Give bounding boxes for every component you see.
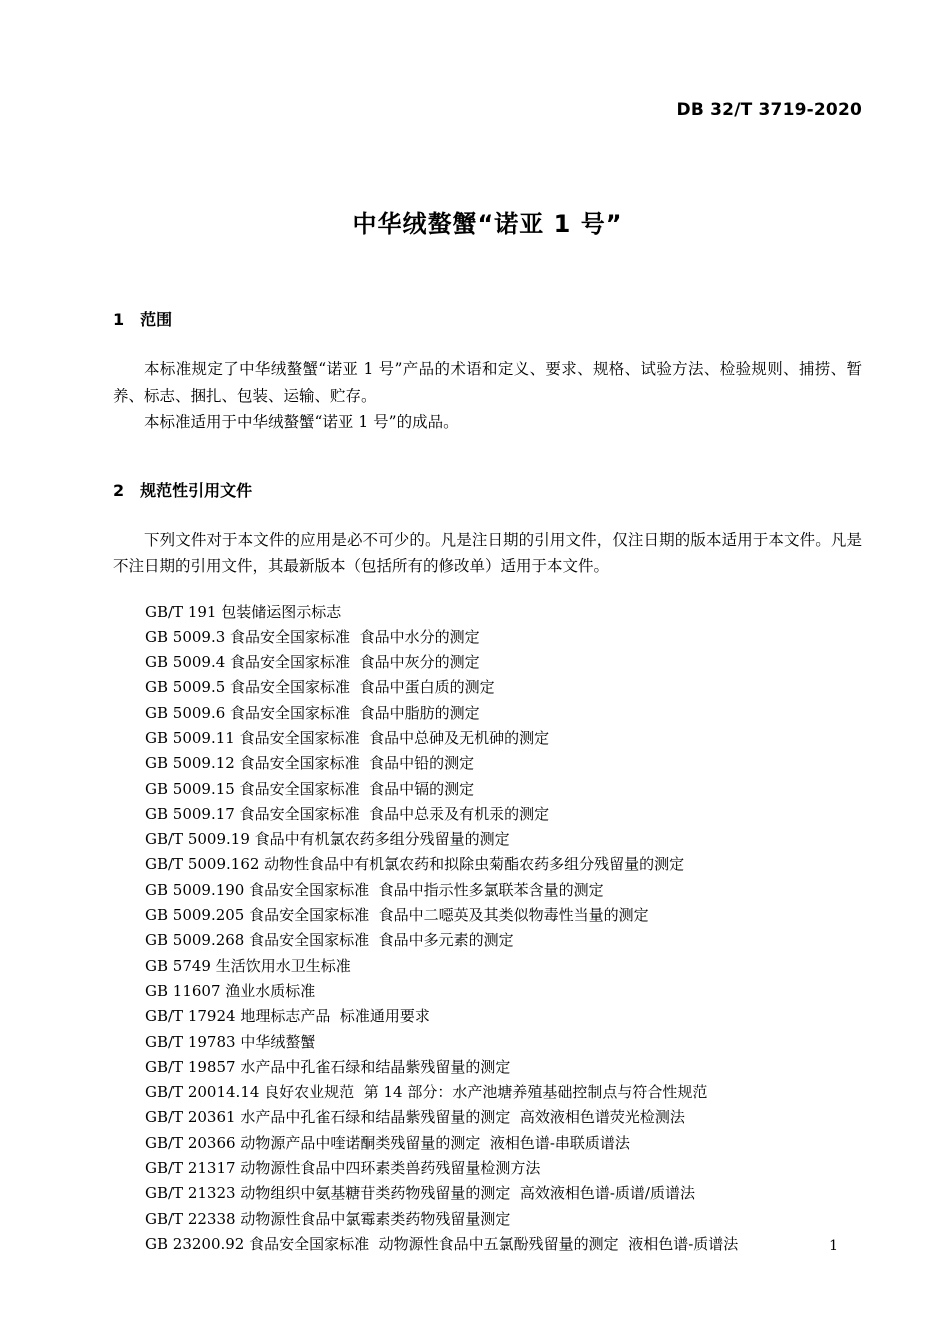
section-2-title: 规范性引用文件 (140, 480, 253, 500)
reference-item: GB 5009.12 食品安全国家标准 食品中铅的测定 (145, 754, 475, 773)
reference-item: GB/T 20366 动物源产品中喹诺酮类残留量的测定 液相色谱-串联质谱法 (145, 1133, 630, 1152)
reference-item: GB 5009.17 食品安全国家标准 食品中总汞及有机汞的测定 (145, 804, 550, 823)
reference-item: GB/T 20361 水产品中孔雀石绿和结晶紫残留量的测定 高效液相色谱荧光检测法 (145, 1108, 685, 1127)
document-title: 中华绒螯蟹“诺亚 1 号” (352, 210, 623, 238)
reference-item: GB/T 5009.162 动物性食品中有机氯农药和拟除虫菊酯农药多组分残留量的测定 (145, 855, 685, 874)
reference-item: GB/T 17924 地理标志产品 标准通用要求 (145, 1007, 430, 1026)
reference-item: GB/T 20014.14 良好农业规范 第 14 部分：水产池塘养殖基础控制点与符合性规范 (145, 1083, 708, 1102)
reference-item: GB/T 19783 中华绒螯蟹 (145, 1032, 316, 1051)
reference-item: GB/T 21323 动物组织中氨基糖苷类药物残留量的测定 高效液相色谱-质谱/质谱法 (145, 1184, 695, 1203)
reference-item: GB 5009.15 食品安全国家标准 食品中镉的测定 (145, 779, 475, 798)
scope-paragraph-1: 本标准规定了中华绒螯蟹“诺亚 1 号”产品的术语和定义、要求、规格、试验方法、检验规则、捕捞、暂养、标志、捆扎、包装、运输、贮存。 (113, 360, 862, 405)
doc-number: DB 32/T 3719-2020 (676, 100, 862, 120)
page-number: 1 (829, 1238, 838, 1254)
reference-item: GB 23200.92 食品安全国家标准 动物源性食品中五氯酚残留量的测定 液相色谱-质谱法 (145, 1234, 739, 1253)
scope-paragraph-2: 本标准适用于中华绒螯蟹“诺亚 1 号”的成品。 (144, 413, 459, 431)
section-2-number: 2 (113, 480, 125, 500)
section-scope (113, 307, 862, 436)
section-1-title: 范围 (140, 310, 173, 329)
reference-item: GB 5009.3 食品安全国家标准 食品中水分的测定 (145, 627, 480, 646)
reference-item: GB/T 5009.19 食品中有机氯农药多组分残留量的测定 (145, 830, 510, 849)
reference-item: GB/T 19857 水产品中孔雀石绿和结晶紫残留量的测定 (145, 1057, 511, 1076)
section-1-heading (113, 307, 862, 330)
section-2-heading (113, 478, 862, 501)
reference-item: GB/T 21317 动物源性食品中四环素类兽药残留量检测方法 (145, 1159, 541, 1178)
reference-item: GB 5009.190 食品安全国家标准 食品中指示性多氯联苯含量的测定 (145, 880, 604, 899)
references-intro-paragraph: 下列文件对于本文件的应用是必不可少的。凡是注日期的引用文件，仅注日期的版本适用于本文件。凡是不注日期的引用文件，其最新版本（包括所有的修改单）适用于本文件。 (113, 530, 862, 575)
reference-item: GB/T 22338 动物源性食品中氯霉素类药物残留量测定 (145, 1209, 511, 1228)
reference-item: GB 5749 生活饮用水卫生标准 (145, 956, 351, 975)
reference-item: GB 5009.268 食品安全国家标准 食品中多元素的测定 (145, 931, 514, 950)
reference-item: GB 5009.6 食品安全国家标准 食品中脂肪的测定 (145, 703, 480, 722)
reference-list (113, 600, 862, 1258)
reference-item: GB 11607 渔业水质标准 (145, 981, 316, 1000)
section-1-number: 1 (113, 310, 125, 329)
section-normative-references (113, 478, 862, 1258)
reference-item: GB/T 191 包装储运图示标志 (145, 602, 342, 621)
reference-item: GB 5009.205 食品安全国家标准 食品中二噁英及其类似物毒性当量的测定 (145, 906, 649, 925)
reference-item: GB 5009.4 食品安全国家标准 食品中灰分的测定 (145, 653, 480, 672)
reference-item: GB 5009.5 食品安全国家标准 食品中蛋白质的测定 (145, 678, 495, 697)
reference-item: GB 5009.11 食品安全国家标准 食品中总砷及无机砷的测定 (145, 728, 550, 747)
